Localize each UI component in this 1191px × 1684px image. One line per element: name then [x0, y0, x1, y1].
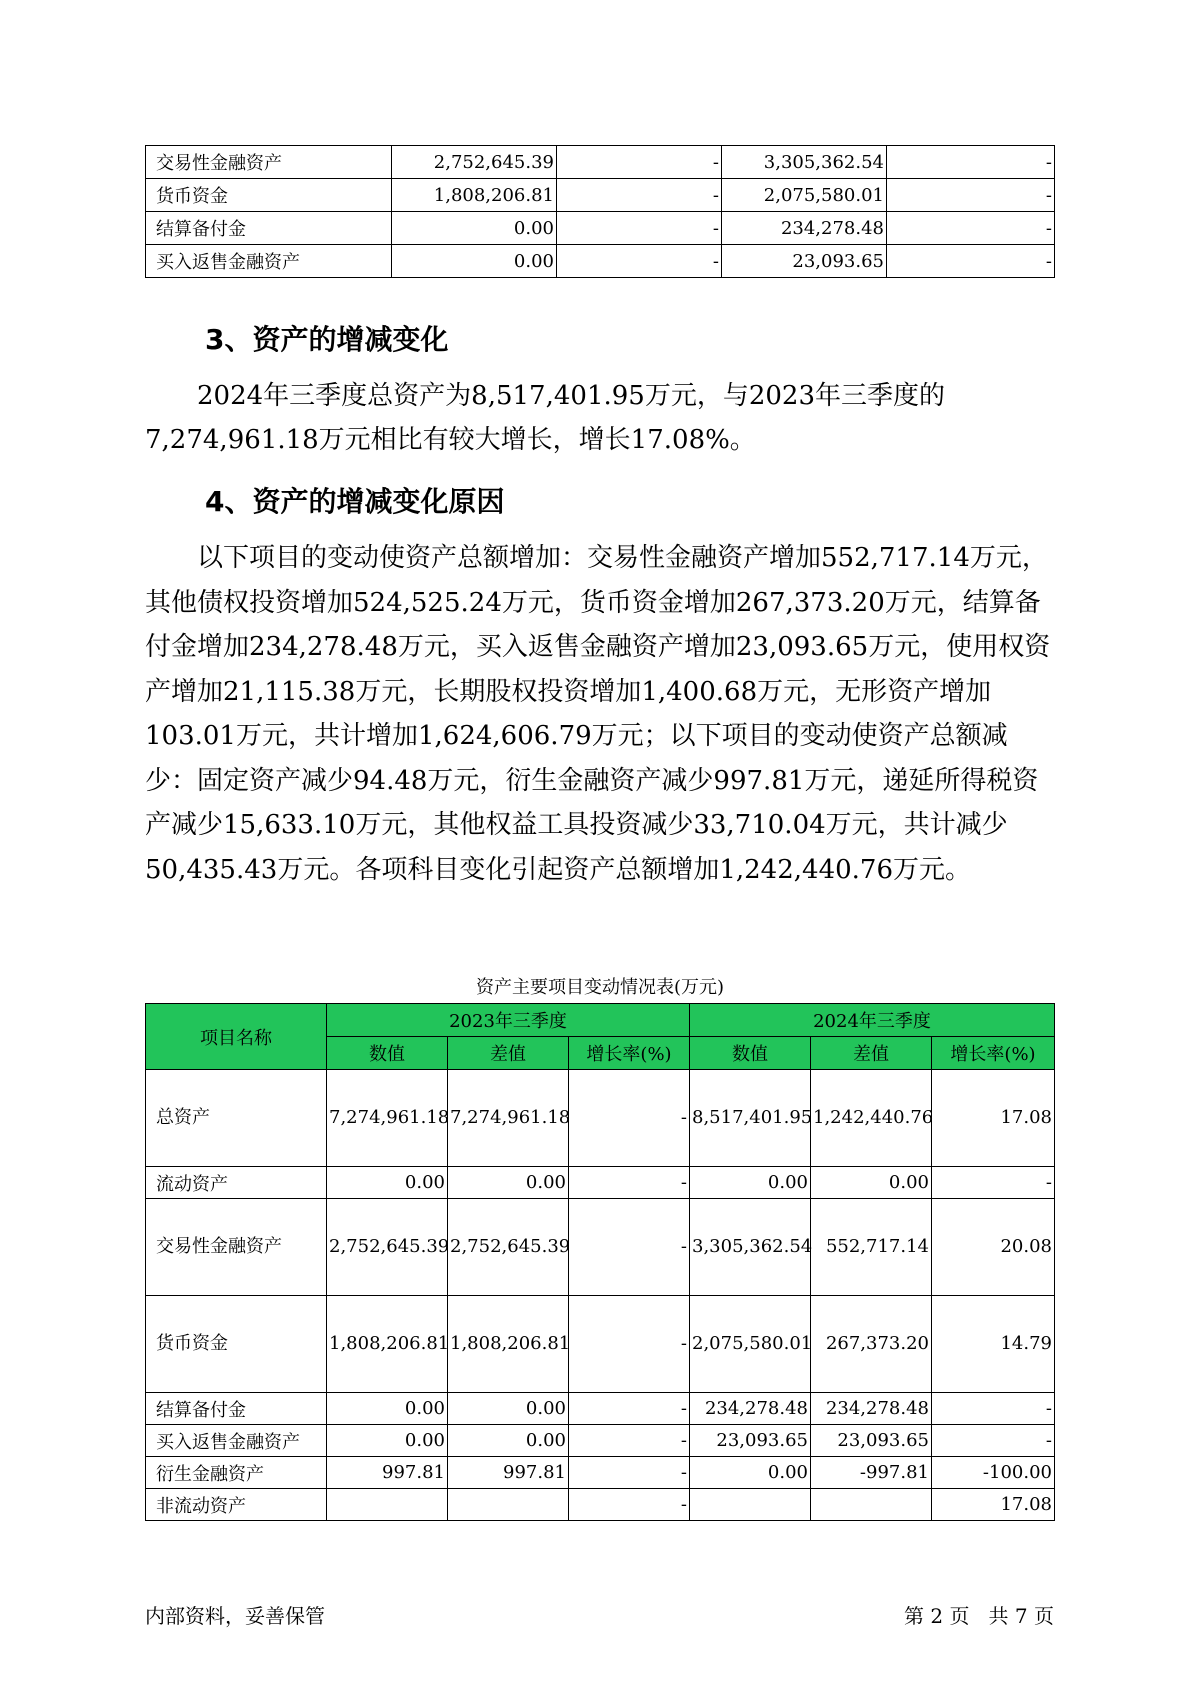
- table-row: [146, 179, 1055, 212]
- cell: -: [557, 146, 722, 179]
- cell: -: [557, 212, 722, 245]
- row-name: 结算备付金: [146, 1393, 327, 1425]
- cell: 2,752,645.39: [448, 1199, 569, 1296]
- cell: 267,373.20: [811, 1296, 932, 1393]
- cell: 3,305,362.54: [722, 146, 887, 179]
- row-name: 非流动资产: [146, 1489, 327, 1521]
- cell: 8,517,401.95: [690, 1070, 811, 1167]
- cell: 1,808,206.81: [448, 1296, 569, 1393]
- cell: 552,717.14: [811, 1199, 932, 1296]
- cell: 0.00: [690, 1457, 811, 1489]
- asset-change-table: [145, 1003, 1055, 1521]
- cell: 0.00: [327, 1393, 448, 1425]
- header-item: 项目名称: [146, 1004, 327, 1070]
- cell: 2,075,580.01: [722, 179, 887, 212]
- table-caption: 资产主要项目变动情况表(万元): [475, 977, 725, 998]
- table-row: [146, 1070, 1055, 1167]
- cell: -: [569, 1489, 690, 1521]
- cell: -: [887, 212, 1055, 245]
- table-row: [146, 1425, 1055, 1457]
- header-period-2024: 2024年三季度: [690, 1004, 1055, 1037]
- cell: 20.08: [932, 1199, 1055, 1296]
- header-diff: 差值: [448, 1037, 569, 1070]
- row-name: 货币资金: [146, 1296, 327, 1393]
- section4-paragraph: 以下项目的变动使资产总额增加：交易性金融资产增加552,717.14万元，其他债权投资增加524,525.24万元，货币资金增加267,373.20万元，结算备付金增加234,278.48万元，买入返售金融资产增加23,093.65万元，使用权资产增加21,115.38万元，长期股权投资增加1,400.68万元，无形资产增加103.01万元，共计增加1,624,606.79万元；以下项目的变动使资产总额减少：固定资产减少94.48万元，衍生金融资产减少997.81万元，递延所得税资产减少15,633.10万元，其他权益工具投资减少33,710.04万元，共计减少50,435.43万元。各项科目变化引起资产总额增加1,242,440.76万元。: [145, 543, 1051, 885]
- cell: 997.81: [448, 1457, 569, 1489]
- cell: -: [569, 1425, 690, 1457]
- cell: [327, 1489, 448, 1521]
- table-row: [146, 1199, 1055, 1296]
- cell: 2,752,645.39: [327, 1199, 448, 1296]
- cell: 0.00: [392, 212, 557, 245]
- cell: 1,242,440.76: [811, 1070, 932, 1167]
- row-name: 衍生金融资产: [146, 1457, 327, 1489]
- cell: 0.00: [448, 1393, 569, 1425]
- table-row: [146, 1457, 1055, 1489]
- cell: 0.00: [327, 1167, 448, 1199]
- cell: 0.00: [327, 1425, 448, 1457]
- cell: 0.00: [811, 1167, 932, 1199]
- cell: -: [569, 1167, 690, 1199]
- cell: 0.00: [690, 1167, 811, 1199]
- cell: 234,278.48: [722, 212, 887, 245]
- cell: -: [932, 1425, 1055, 1457]
- row-name: 交易性金融资产: [146, 146, 392, 179]
- cell: 2,752,645.39: [392, 146, 557, 179]
- section3-heading: 3、资产的增减变化: [205, 323, 449, 356]
- cell: 7,274,961.18: [327, 1070, 448, 1167]
- table-row: [146, 1393, 1055, 1425]
- header-period-2023: 2023年三季度: [327, 1004, 690, 1037]
- cell: -: [569, 1393, 690, 1425]
- row-name: 买入返售金融资产: [146, 245, 392, 278]
- cell: -: [887, 179, 1055, 212]
- section4-heading: 4、资产的增减变化原因: [205, 485, 505, 518]
- cell: 17.08: [932, 1489, 1055, 1521]
- row-name: 货币资金: [146, 179, 392, 212]
- cell: -: [932, 1167, 1055, 1199]
- cell: 234,278.48: [690, 1393, 811, 1425]
- footer-page-number: 第 2 页 共 7 页: [904, 1604, 1054, 1628]
- header-value: 数值: [690, 1037, 811, 1070]
- cell: -: [887, 146, 1055, 179]
- cell: -: [569, 1199, 690, 1296]
- header-rate: 增长率(%): [569, 1037, 690, 1070]
- table-row: [146, 146, 1055, 179]
- cell: -: [932, 1393, 1055, 1425]
- table-row: [146, 212, 1055, 245]
- cell: 0.00: [392, 245, 557, 278]
- cell: 23,093.65: [722, 245, 887, 278]
- cell: 7,274,961.18: [448, 1070, 569, 1167]
- cell: -: [887, 245, 1055, 278]
- cell: -: [569, 1457, 690, 1489]
- section3-paragraph: 2024年三季度总资产为8,517,401.95万元，与2023年三季度的7,274,961.18万元相比有较大增长，增长17.08%。: [145, 381, 946, 455]
- cell: 17.08: [932, 1070, 1055, 1167]
- cell: 234,278.48: [811, 1393, 932, 1425]
- cell: -100.00: [932, 1457, 1055, 1489]
- cell: -997.81: [811, 1457, 932, 1489]
- row-name: 交易性金融资产: [146, 1199, 327, 1296]
- cell: 2,075,580.01: [690, 1296, 811, 1393]
- cell: [811, 1489, 932, 1521]
- cell: -: [569, 1070, 690, 1167]
- table-row: [146, 1167, 1055, 1199]
- cell: 997.81: [327, 1457, 448, 1489]
- header-rate: 增长率(%): [932, 1037, 1055, 1070]
- row-name: 总资产: [146, 1070, 327, 1167]
- row-name: 流动资产: [146, 1167, 327, 1199]
- cell: 23,093.65: [811, 1425, 932, 1457]
- table-row: [146, 1296, 1055, 1393]
- cell: 1,808,206.81: [392, 179, 557, 212]
- cell: -: [557, 179, 722, 212]
- cell: -: [569, 1296, 690, 1393]
- table-row: [146, 245, 1055, 278]
- top-asset-table: [145, 145, 1055, 278]
- table-row: [146, 1489, 1055, 1521]
- header-value: 数值: [327, 1037, 448, 1070]
- row-name: 结算备付金: [146, 212, 392, 245]
- cell: 1,808,206.81: [327, 1296, 448, 1393]
- cell: 14.79: [932, 1296, 1055, 1393]
- footer-confidential: 内部资料，妥善保管: [145, 1604, 325, 1628]
- header-diff: 差值: [811, 1037, 932, 1070]
- row-name: 买入返售金融资产: [146, 1425, 327, 1457]
- cell: [448, 1489, 569, 1521]
- cell: 23,093.65: [690, 1425, 811, 1457]
- cell: [690, 1489, 811, 1521]
- cell: 3,305,362.54: [690, 1199, 811, 1296]
- cell: -: [557, 245, 722, 278]
- cell: 0.00: [448, 1425, 569, 1457]
- cell: 0.00: [448, 1167, 569, 1199]
